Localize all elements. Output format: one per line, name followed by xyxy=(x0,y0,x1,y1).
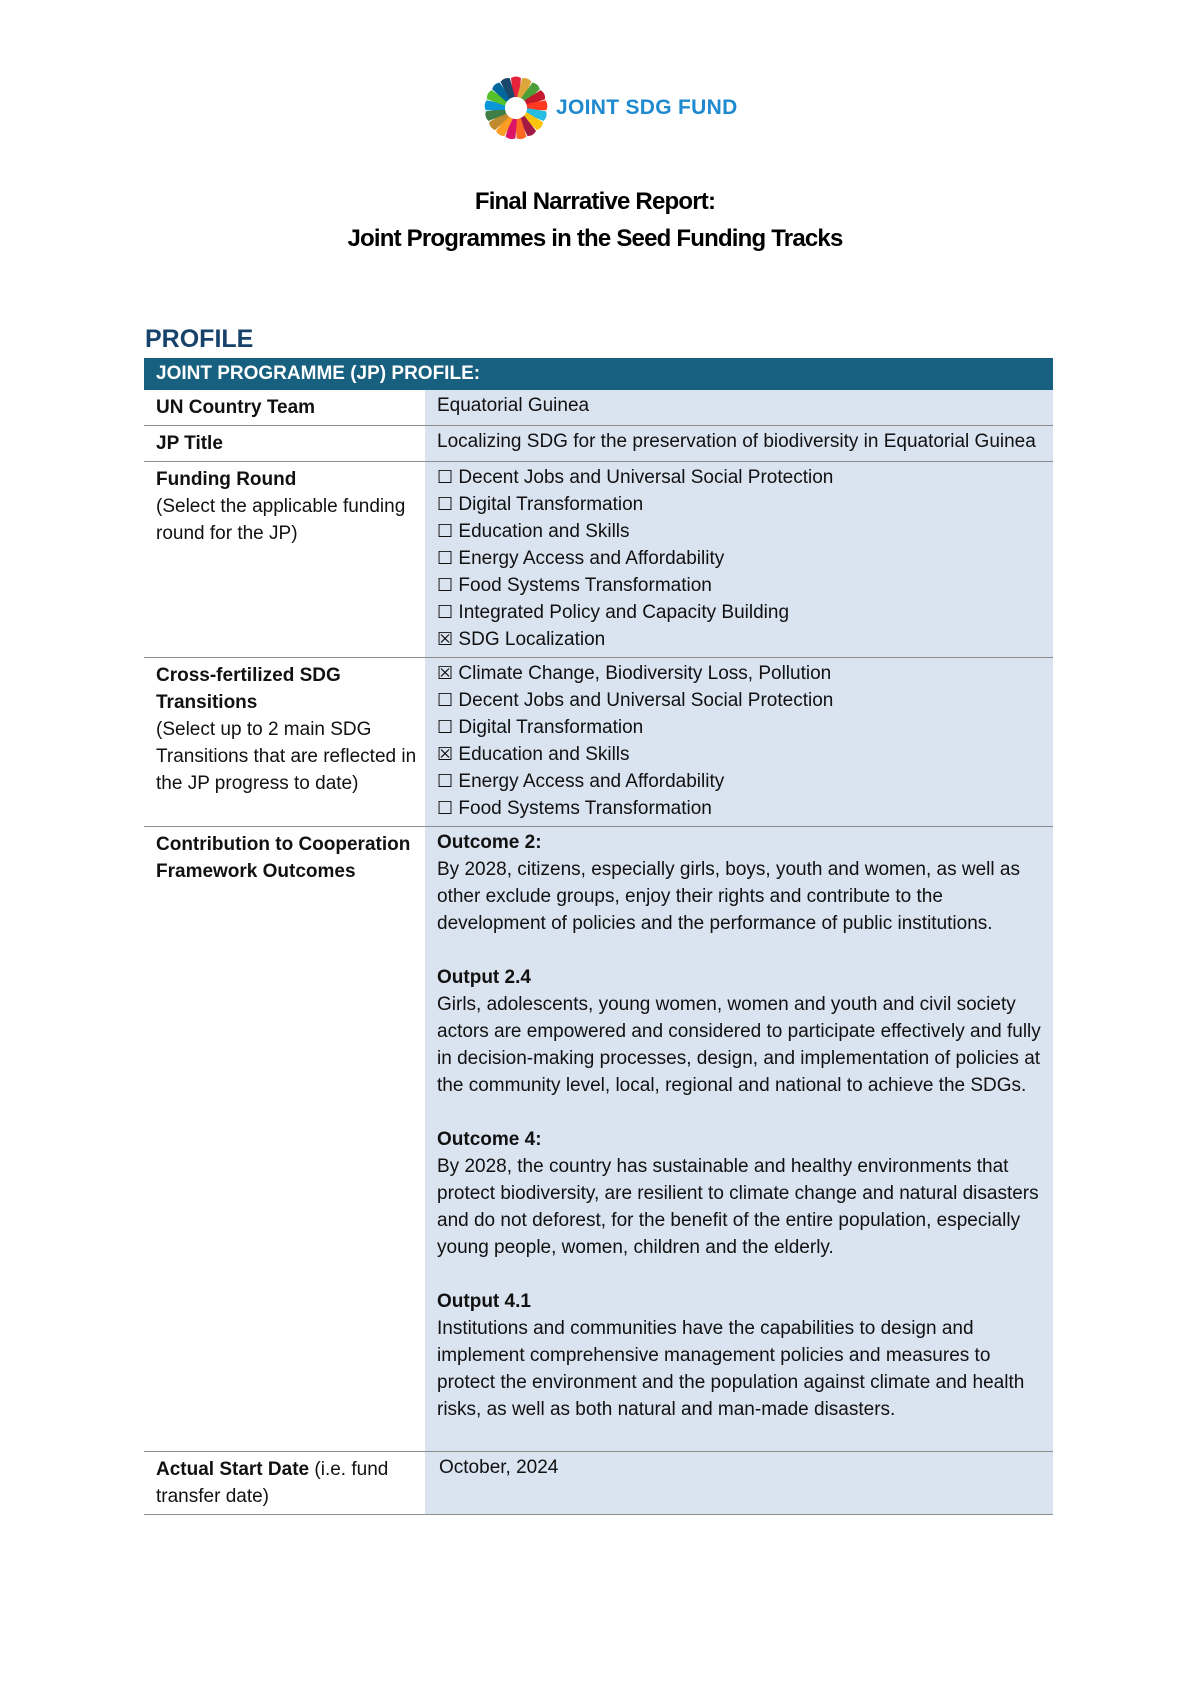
checkbox-option[interactable]: ☒ Education and Skills xyxy=(437,744,630,765)
checkbox-option[interactable]: ☒ SDG Localization xyxy=(437,629,606,650)
table-header: JOINT PROGRAMME (JP) PROFILE: xyxy=(144,358,1053,390)
logo-text: JOINT SDG FUND xyxy=(556,96,738,119)
label-start-date: Actual Start Date (i.e. fund transfer date) xyxy=(144,1452,425,1514)
checkbox-option[interactable]: ☐ Energy Access and Affordability xyxy=(437,771,725,792)
funding-round-options xyxy=(425,462,1053,657)
value-jp-title: Localizing SDG for the preservation of biodiversity in Equatorial Guinea xyxy=(425,426,1053,461)
logo xyxy=(482,74,738,142)
label-jp-title: JP Title xyxy=(144,426,425,461)
outcome-heading: Outcome 2: xyxy=(437,832,542,853)
checkbox-option[interactable]: ☐ Food Systems Transformation xyxy=(437,798,712,819)
profile-table xyxy=(144,358,1053,1515)
checkbox-option[interactable]: ☐ Decent Jobs and Universal Social Protection xyxy=(437,467,834,488)
checkbox-option[interactable]: ☐ Food Systems Transformation xyxy=(437,575,712,596)
row-country xyxy=(144,390,1053,426)
checkbox-option[interactable]: ☐ Digital Transformation xyxy=(437,494,644,515)
transitions-note: (Select up to 2 main SDG Transitions that are reflected in the JP progress to date) xyxy=(156,719,417,794)
label-outcomes: Contribution to Cooperation Framework Outcomes xyxy=(144,827,425,1451)
outcome-text: Girls, adolescents, young women, women and youth and civil society actors are empowered and considered to participate effectively and fully in decision-making processes, design, and implementation of policies at the community level, local, regional and national to achieve the SDGs. xyxy=(437,994,1041,1096)
value-country: Equatorial Guinea xyxy=(425,390,1053,425)
funding-round-note: (Select the applicable funding round for the JP) xyxy=(156,496,406,544)
checkbox-option[interactable]: ☒ Climate Change, Biodiversity Loss, Pollution xyxy=(437,663,832,684)
outcome-heading: Output 2.4 xyxy=(437,967,531,988)
label-funding-round: Funding Round (Select the applicable funding round for the JP) xyxy=(144,462,425,657)
sdg-wheel-icon xyxy=(482,74,550,142)
outcome-heading: Output 4.1 xyxy=(437,1291,531,1312)
label-country: UN Country Team xyxy=(144,390,425,425)
row-start-date xyxy=(144,1452,1053,1515)
page-title xyxy=(0,183,1190,257)
row-jp-title xyxy=(144,426,1053,462)
checkbox-option[interactable]: ☐ Education and Skills xyxy=(437,521,630,542)
checkbox-option[interactable]: ☐ Integrated Policy and Capacity Building xyxy=(437,602,790,623)
value-start-date: October, 2024 xyxy=(425,1452,1053,1514)
section-title: PROFILE xyxy=(145,325,254,353)
label-transitions: Cross-fertilized SDG Transitions (Select up to 2 main SDG Transitions that are reflected in the JP progress to date) xyxy=(144,658,425,826)
title-line-2: Joint Programmes in the Seed Funding Tracks xyxy=(347,225,843,252)
row-funding-round xyxy=(144,462,1053,658)
row-outcomes xyxy=(144,827,1053,1452)
outcome-text: By 2028, citizens, especially girls, boys, youth and women, as well as other exclude groups, enjoy their rights and contribute to the development of policies and the performance of public institutions. xyxy=(437,859,1020,934)
outcome-heading: Outcome 4: xyxy=(437,1129,542,1150)
checkbox-option[interactable]: ☐ Energy Access and Affordability xyxy=(437,548,725,569)
title-line-1: Final Narrative Report: xyxy=(474,188,716,215)
outcome-text: By 2028, the country has sustainable and healthy environments that protect biodiversity, are resilient to climate change and natural disasters and do not deforest, for the benefit of the entire population, especially young people, women, children and the elderly. xyxy=(437,1156,1039,1258)
checkbox-option[interactable]: ☐ Decent Jobs and Universal Social Protection xyxy=(437,690,834,711)
outcome-text: Institutions and communities have the capabilities to design and implement comprehensive management policies and measures to protect the environment and the population against climate and health risks, as well as both natural and man-made disasters. xyxy=(437,1318,1025,1420)
checkbox-option[interactable]: ☐ Digital Transformation xyxy=(437,717,644,738)
row-transitions xyxy=(144,658,1053,827)
transitions-options xyxy=(425,658,1053,826)
start-date-note: (i.e. fund transfer date) xyxy=(156,1459,389,1507)
outcomes-content xyxy=(425,827,1053,1451)
